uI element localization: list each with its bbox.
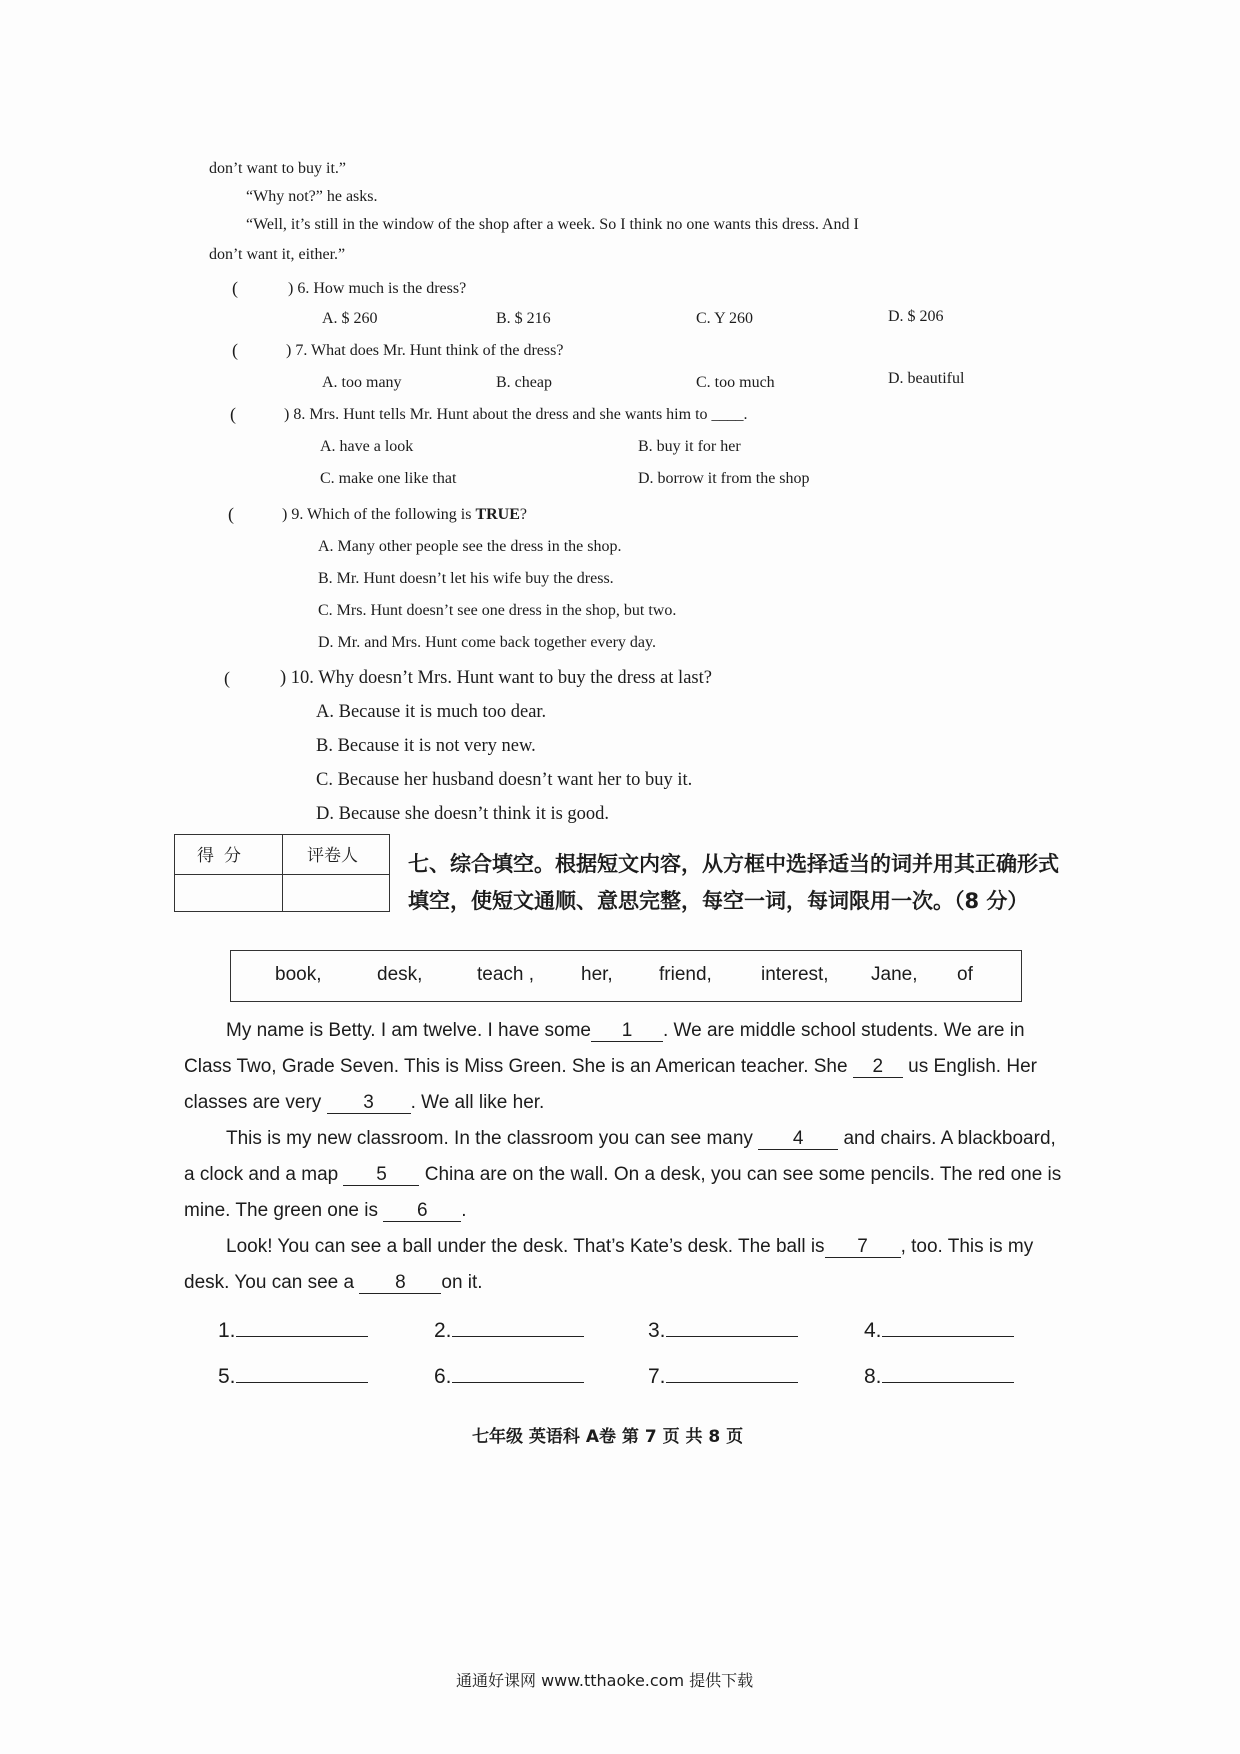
option-c: C. too much [696,374,775,391]
score-label: 得分 [197,846,251,866]
option-b: B. Mr. Hunt doesn’t let his wife buy the dress. [318,570,614,587]
word-bank-item: interest, [761,964,829,985]
answer-line[interactable]: 4. [864,1316,1014,1343]
passage-line: “Why not?” he asks. [246,188,378,205]
site-credit: 通通好课网 www.tthaoke.com 提供下载 [456,1671,754,1690]
passage-line: “Well, it’s still in the window of the shop after a week. So I think no one wants this dress. And I [246,216,859,233]
option-a: A. Many other people see the dress in the shop. [318,538,622,555]
blank-1: 1 [591,1021,663,1042]
option-a: A. too many [322,374,402,391]
question-stem: ) 10. Why doesn’t Mrs. Hunt want to buy the dress at last? [280,668,712,688]
blank-8: 8 [359,1273,441,1294]
section-title: 七、综合填空。根据短文内容，从方框中选择适当的词并用其正确形式填空，使短文通顺、意思完整，每空一词，每词限用一次。（8 分） [408,852,1059,913]
answer-line[interactable]: 3. [648,1316,798,1343]
question-stem: ) 7. What does Mr. Hunt think of the dress? [286,342,564,359]
passage-line: don’t want to buy it.” [209,160,347,177]
word-bank-item: friend, [659,964,712,985]
question-stem: ) 8. Mrs. Hunt tells Mr. Hunt about the dress and she wants him to ____. [284,406,748,423]
answer-line[interactable]: 7. [648,1362,798,1389]
option-b: B. buy it for her [638,438,741,455]
option-a: A. Because it is much too dear. [316,702,547,722]
word-bank-item: her, [581,964,613,985]
answer-paren: ( [224,668,230,688]
answer-line[interactable]: 1. [218,1316,368,1343]
option-c: C. Mrs. Hunt doesn’t see one dress in the shop, but two. [318,602,677,619]
answer-line[interactable]: 2. [434,1316,584,1343]
blank-5: 5 [343,1165,419,1186]
page-footer: 七年级 英语科 A卷 第 7 页 共 8 页 [472,1427,744,1447]
blank-4: 4 [758,1129,838,1150]
answer-paren: ( [232,278,238,298]
answer-line[interactable]: 5. [218,1362,368,1389]
answer-line[interactable]: 6. [434,1362,584,1389]
score-table [174,834,390,912]
answer-paren: ( [230,404,236,424]
option-c: C. Y 260 [696,310,754,327]
word-bank-item: desk, [377,964,423,985]
blank-2: 2 [853,1057,903,1078]
option-a: A. $ 260 [322,310,378,327]
blank-6: 6 [383,1201,461,1222]
option-d: D. borrow it from the shop [638,470,810,487]
option-d: D. Mr. and Mrs. Hunt come back together every day. [318,634,656,651]
passage-line: classes are very 3 . We all like her. [184,1092,545,1113]
option-b: B. $ 216 [496,310,551,327]
passage-line: My name is Betty. I am twelve. I have some 1 . We are middle school students. We are in [226,1020,1025,1041]
word-bank-item: Jane, [871,964,918,985]
option-d: D. beautiful [888,370,965,387]
passage-line: This is my new classroom. In the classroom you can see many 4 and chairs. A blackboard, [226,1128,1056,1149]
passage-line: Look! You can see a ball under the desk. That’s Kate’s desk. The ball is 7 , too. This is my [226,1236,1034,1257]
option-d: D. $ 206 [888,308,944,325]
passage-line: desk. You can see a 8 on it. [184,1272,483,1293]
question-stem: ) 6. How much is the dress? [288,280,467,297]
option-c: C. make one like that [320,470,457,487]
option-b: B. Because it is not very new. [316,736,536,756]
answer-line[interactable]: 8. [864,1362,1014,1389]
blank-7: 7 [825,1237,901,1258]
option-a: A. have a look [320,438,414,455]
blank-3: 3 [327,1093,411,1114]
word-bank-item: of [957,964,973,985]
question-stem: ) 9. Which of the following is TRUE? [282,506,528,523]
answer-paren: ( [232,340,238,360]
passage-line: don’t want it, either.” [209,246,346,263]
grader-label: 评卷人 [307,846,358,866]
answer-paren: ( [228,504,234,524]
option-d: D. Because she doesn’t think it is good. [316,804,610,824]
word-bank-box [230,950,1022,1002]
option-c: C. Because her husband doesn’t want her to buy it. [316,770,693,790]
option-b: B. cheap [496,374,552,391]
passage-line: a clock and a map 5 China are on the wall. On a desk, you can see some pencils. The red one is [184,1164,1062,1185]
word-bank-item: book, [275,964,322,985]
passage-line: mine. The green one is 6 . [184,1200,467,1221]
passage-line: Class Two, Grade Seven. This is Miss Green. She is an American teacher. She 2 us English. Her [184,1056,1037,1077]
word-bank-item: teach , [477,964,535,985]
